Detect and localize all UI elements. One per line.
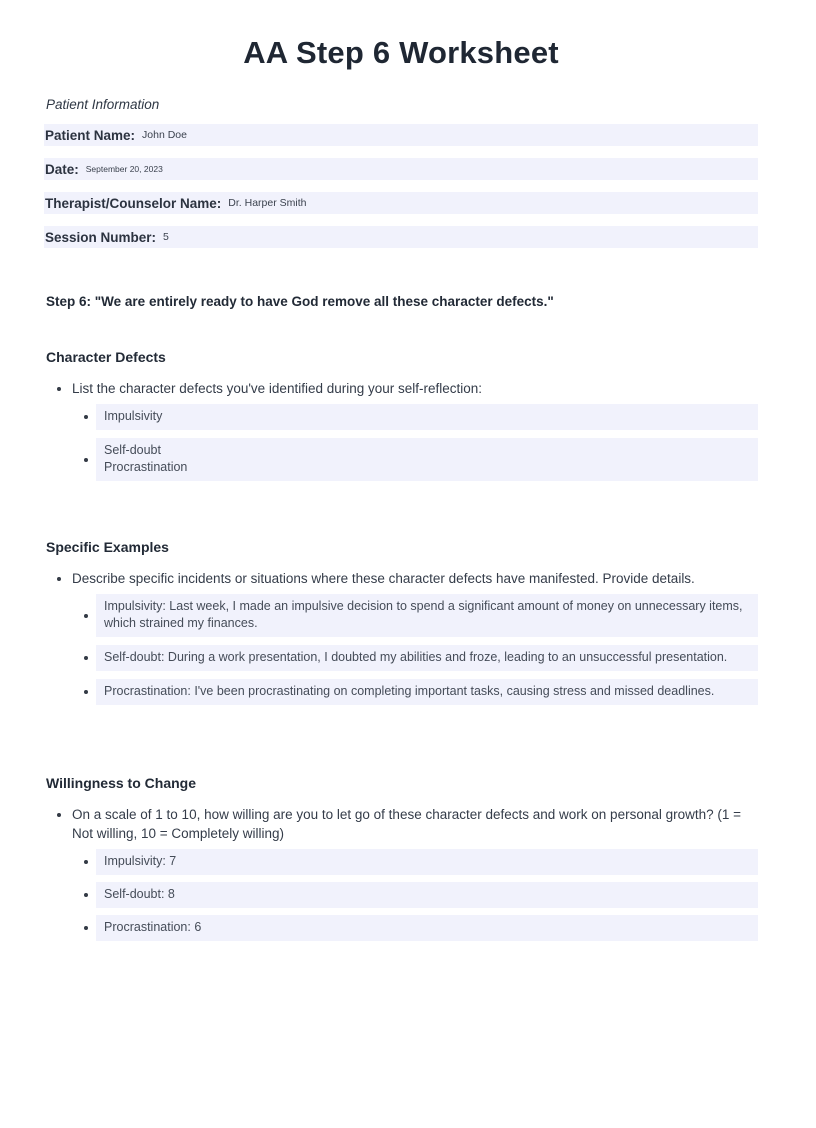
answer-line: Self-doubt (104, 443, 161, 458)
page-title: AA Step 6 Worksheet (243, 35, 559, 70)
prompt-text: List the character defects you've identified during your self-reflection: (44, 379, 758, 398)
patient-information-label: Patient Information (46, 97, 160, 113)
answer-list-willingness-to-change (44, 849, 758, 941)
prompt-list-specific-examples (44, 569, 758, 588)
prompt-text: On a scale of 1 to 10, how willing are you to let go of these character defects and work on personal growth? (1 = Not willing, 10 = Completely willing) (44, 805, 758, 843)
answer-field[interactable] (96, 438, 758, 481)
answer-line: Impulsivity (104, 409, 163, 424)
section-heading-willingness-to-change: Willingness to Change (46, 774, 196, 791)
therapist-name-row[interactable] (44, 192, 758, 214)
therapist-name-label: Therapist/Counselor Name: (45, 195, 222, 211)
session-number-label: Session Number: (45, 229, 157, 245)
date-label: Date: (45, 161, 79, 177)
answer-line: Self-doubt: During a work presentation, I doubted my abilities and froze, leading to an unsuccessful presentation. (104, 649, 728, 664)
section-heading-character-defects: Character Defects (46, 349, 166, 366)
date-row[interactable] (44, 158, 758, 180)
patient-name-row[interactable] (44, 124, 758, 146)
answer-line: Self-doubt: 8 (104, 886, 175, 901)
answer-line: Procrastination: I've been procrastinating on completing important tasks, causing stress and missed deadlines. (104, 683, 715, 698)
patient-name-label: Patient Name: (45, 127, 136, 143)
answer-field[interactable] (96, 594, 758, 637)
therapist-name-value[interactable]: Dr. Harper Smith (228, 197, 307, 210)
answer-field[interactable] (96, 679, 758, 705)
answer-field[interactable] (96, 849, 758, 875)
session-number-row[interactable] (44, 226, 758, 248)
answer-line: Procrastination (104, 460, 188, 475)
section-heading-specific-examples: Specific Examples (46, 538, 169, 555)
answer-line: Impulsivity: Last week, I made an impulsive decision to spend a significant amount of money on unnecessary items, which strained my finances. (104, 599, 743, 630)
patient-name-value[interactable]: John Doe (142, 129, 187, 142)
date-value[interactable]: September 20, 2023 (85, 164, 163, 175)
answer-field[interactable] (96, 882, 758, 908)
prompt-list-character-defects (44, 379, 758, 398)
session-number-value[interactable]: 5 (163, 231, 169, 244)
prompt-list-willingness-to-change (44, 805, 758, 843)
answer-line: Procrastination: 6 (104, 919, 202, 934)
prompt-text: Describe specific incidents or situations where these character defects have manifested. Provide details. (44, 569, 758, 588)
answer-list-specific-examples (44, 594, 758, 705)
answer-line: Impulsivity: 7 (104, 853, 177, 868)
step-statement: Step 6: "We are entirely ready to have God remove all these character defects." (46, 294, 554, 310)
answer-field[interactable] (96, 645, 758, 671)
answer-field[interactable] (96, 915, 758, 941)
answer-list-character-defects (44, 404, 758, 481)
answer-field[interactable] (96, 404, 758, 430)
